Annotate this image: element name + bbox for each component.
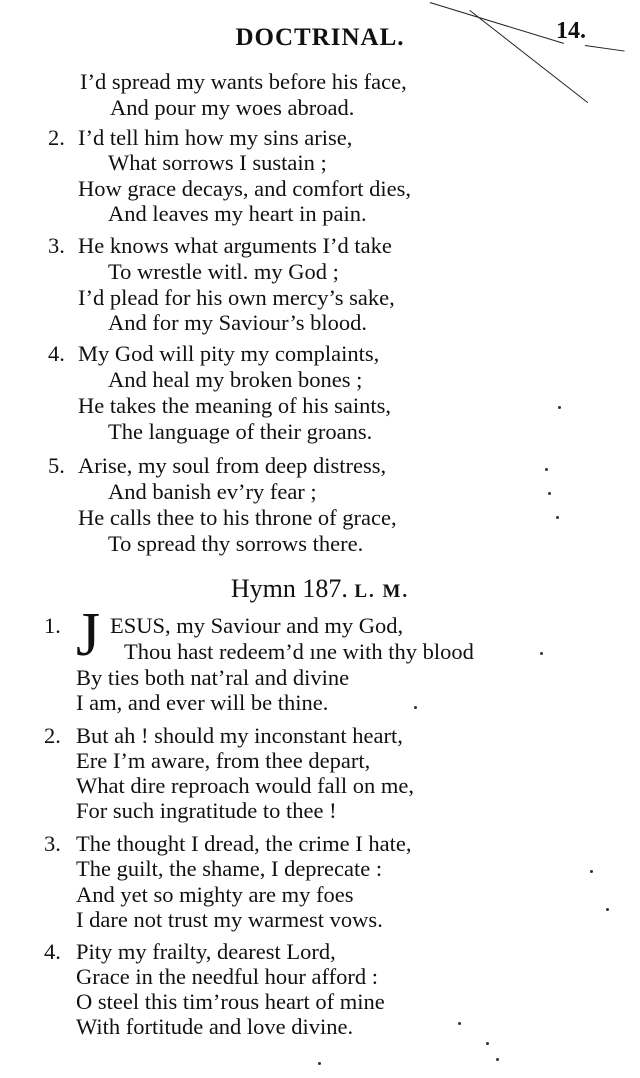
scan-speck xyxy=(414,706,417,709)
hymn-line: For such ingratitude to thee ! xyxy=(76,798,337,823)
hymn-line: He knows what arguments I’d take xyxy=(78,233,392,258)
scan-speck xyxy=(458,1022,461,1025)
hymn-line: And pour my woes abroad. xyxy=(110,95,355,120)
scan-speck xyxy=(540,652,543,655)
hymn-line: By ties both nat’ral and divine xyxy=(76,665,350,690)
hymn-line: What sorrows I sustain ; xyxy=(108,150,327,175)
hymn-line: My God will pity my complaints, xyxy=(78,341,380,366)
drop-cap: J xyxy=(76,601,101,669)
scan-speck xyxy=(590,870,593,873)
stanza-number: 3. xyxy=(48,233,65,258)
hymn-line: And banish ev’ry fear ; xyxy=(108,479,317,504)
stanza-number: 2. xyxy=(44,723,61,748)
hymn-line: The language of their groans. xyxy=(108,419,373,444)
hymn-line: I’d plead for his own mercy’s sake, xyxy=(78,285,395,310)
page-number: 14. xyxy=(556,18,586,44)
hymn-title: Hymn 187. xyxy=(230,574,348,603)
hymn-line: Ere I’m aware, from thee depart, xyxy=(76,748,371,773)
hymn-line: Arise, my soul from deep distress, xyxy=(78,453,387,478)
scan-speck xyxy=(548,492,551,495)
stanza-number: 3. xyxy=(44,831,61,856)
stanza-number: 2. xyxy=(48,125,65,150)
hymn-line: I am, and ever will be thine. xyxy=(76,690,329,715)
hymn-line: To spread thy sorrows there. xyxy=(108,531,364,556)
running-head: DOCTRINAL. xyxy=(235,24,405,51)
hymn-line: I’d spread my wants before his face, xyxy=(80,69,407,94)
hymn-line: O steel this tim’rous heart of mine xyxy=(76,989,385,1014)
scan-speck xyxy=(496,1058,499,1061)
hymn-line: I’d tell him how my sins arise, xyxy=(78,125,353,150)
hymn-line: And yet so mighty are my foes xyxy=(76,882,354,907)
hymn-line: He calls thee to his throne of grace, xyxy=(78,505,397,530)
stanza-number: 4. xyxy=(44,939,61,964)
hymn-line: Thou hast redeem’d ıne with thy blood xyxy=(124,639,474,664)
scan-speck xyxy=(556,516,559,519)
stanza-number: 1. xyxy=(44,613,61,638)
hymn-line: The thought I dread, the crime I hate, xyxy=(76,831,412,856)
hymn-line: But ah ! should my inconstant heart, xyxy=(76,723,403,748)
hymn-line: He takes the meaning of his saints, xyxy=(78,393,392,418)
scan-speck xyxy=(606,908,609,911)
hymn-line: Pity my frailty, dearest Lord, xyxy=(76,939,336,964)
hymn-meter: L. M. xyxy=(354,581,410,602)
hymn-line: The guilt, the shame, I deprecate : xyxy=(76,856,383,881)
stanza-number: 5. xyxy=(48,453,65,478)
stanza-number: 4. xyxy=(48,341,65,366)
scan-speck xyxy=(486,1042,489,1045)
scan-speck xyxy=(545,468,548,471)
scan-speck xyxy=(318,1062,321,1065)
hymn-line: And leaves my heart in pain. xyxy=(108,201,367,226)
hymn-line: What dire reproach would fall on me, xyxy=(76,773,414,798)
hymn-line: To wrestle witl. my God ; xyxy=(108,259,339,284)
hymn-line: How grace decays, and comfort dies, xyxy=(78,176,411,201)
hymn-line: With fortitude and love divine. xyxy=(76,1014,354,1039)
hymn-line: And heal my broken bones ; xyxy=(108,367,363,392)
hymn-line: ESUS, my Saviour and my God, xyxy=(110,613,404,638)
hymn-line: I dare not trust my warmest vows. xyxy=(76,907,383,932)
hymn-line: Grace in the needful hour afford : xyxy=(76,964,378,989)
scan-speck xyxy=(558,406,561,409)
hymn-line: And for my Saviour’s blood. xyxy=(108,310,367,335)
